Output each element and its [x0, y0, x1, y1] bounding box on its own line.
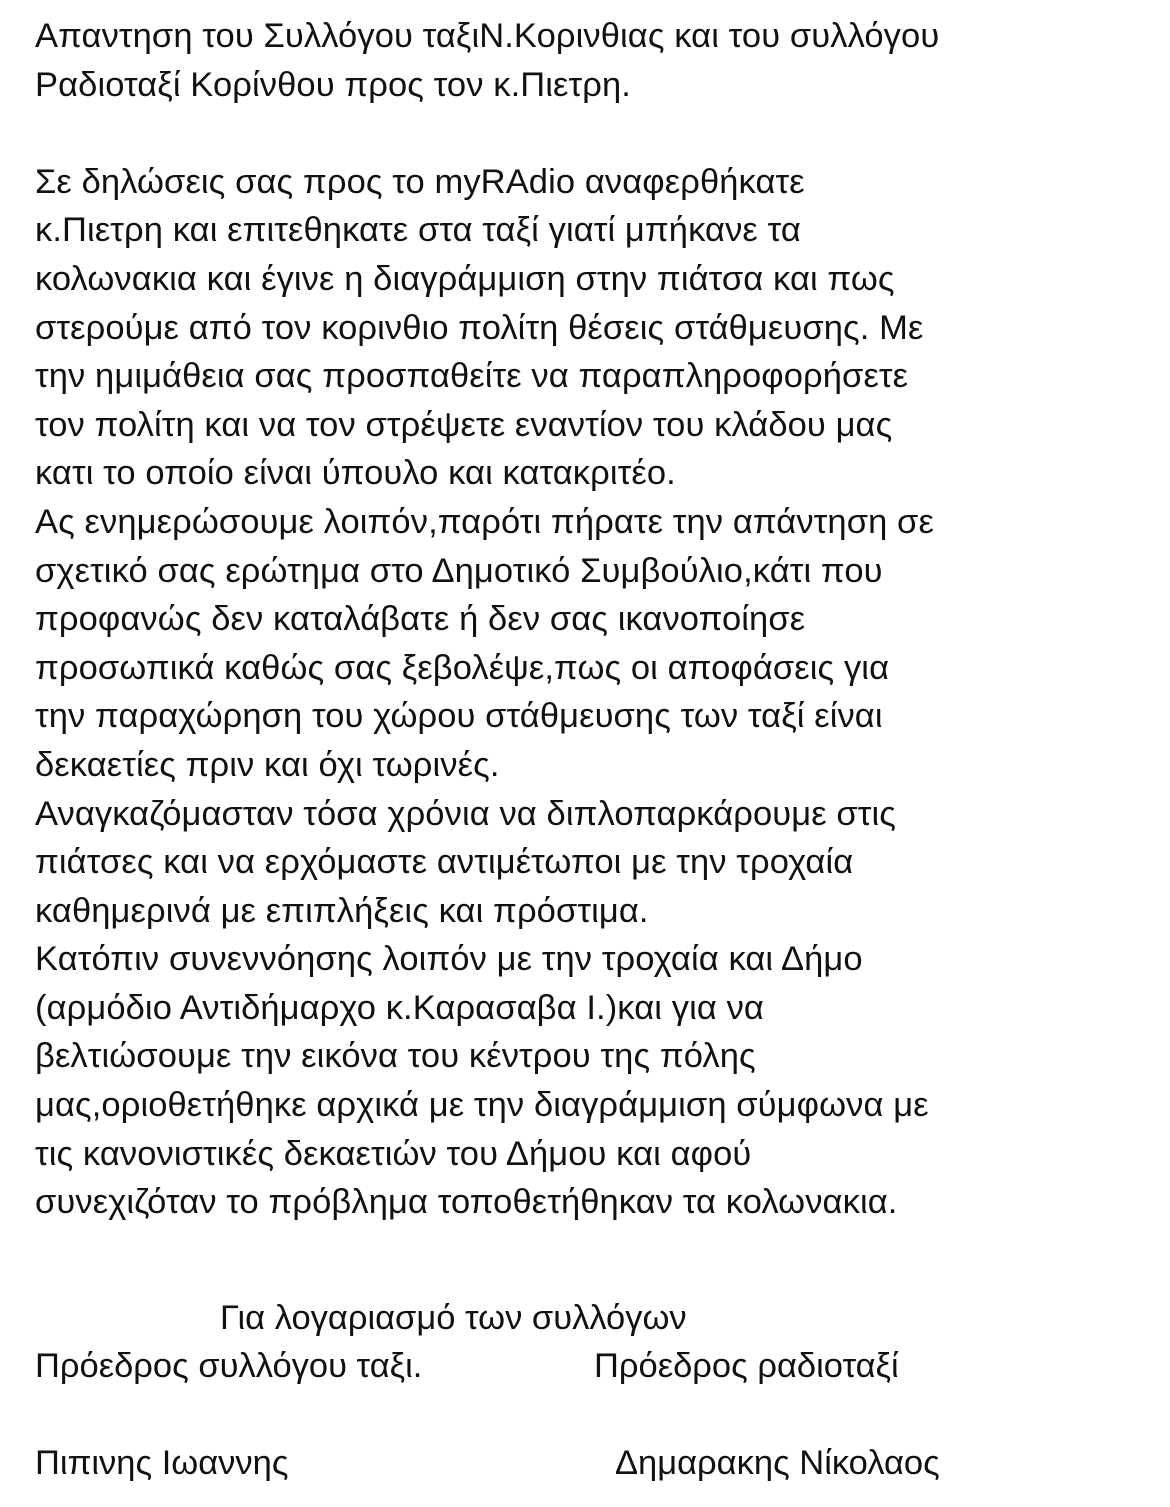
body-line: Κατόπιν συνεννόησης λοιπόν με την τροχαία και Δήμο	[35, 940, 863, 979]
body-line: Ας ενημερώσουμε λοιπόν,παρότι πήρατε την απάντηση σε	[35, 502, 934, 541]
body-line: βελτιώσουμε την εικόνα του κέντρου της πόλης	[35, 1037, 756, 1076]
body-line: καθημερινά με επιπλήξεις και πρόστιμα.	[35, 891, 649, 930]
body-line: δεκαετίες πριν και όχι τωρινές.	[35, 745, 500, 784]
body-line: τον πολίτη και να τον στρέψετε εναντίον του κλάδου μας	[35, 405, 893, 444]
body-line: συνεχιζόταν το πρόβλημα τοποθετήθηκαν τα κολωνακια.	[35, 1183, 898, 1222]
signature-heading: Για λογαριασμό των συλλόγων	[220, 1299, 687, 1337]
body-line: προσωπικά καθώς σας ξεβολέψε,πως οι αποφάσεις για	[35, 648, 890, 687]
title-line: Ραδιοταξί Κορίνθου προς τον κ.Πιετρη.	[35, 65, 631, 104]
body-line: προφανώς δεν καταλάβατε ή δεν σας ικανοποίησε	[35, 600, 806, 639]
body-line: στερούμε από τον κορινθιο πολίτη θέσεις στάθμευσης. Με	[35, 308, 924, 347]
body-line: Σε δηλώσεις σας προς το myRAdio αναφερθήκατε	[35, 162, 805, 201]
body-line: τις κανονιστικές δεκαετιών του Δήμου και αφού	[35, 1134, 752, 1173]
left-signatory-role: Πρόεδρος συλλόγου ταξι.	[35, 1347, 423, 1385]
body-line: την ημιμάθεια σας προσπαθείτε να παραπληροφορήσετε	[35, 357, 909, 396]
paragraph-spacer	[35, 109, 1150, 158]
right-signatory-name: Δημαρακης Νίκολαος	[615, 1444, 940, 1482]
body-line: Αναγκαζόμασταν τόσα χρόνια να διπλοπαρκάρουμε στις	[35, 794, 897, 833]
body-line: σχετικό σας ερώτημα στο Δημοτικό Συμβούλιο,κάτι που	[35, 551, 883, 590]
body-line: την παραχώρηση του χώρου στάθμευσης των ταξί είναι	[35, 697, 883, 736]
body-line: πιάτσες και να ερχόμαστε αντιμέτωποι με την τροχαία	[35, 843, 854, 882]
title-line: Απαντηση του Συλλόγου ταξιΝ.Κορινθιας και του συλλόγου	[35, 17, 940, 55]
body-line: κατι το οποίο είναι ύπουλο και κατακριτέο.	[35, 454, 676, 493]
document-body	[35, 12, 1150, 1227]
body-line: μας,οριοθετήθηκε αρχικά με την διαγράμμιση σύμφωνα με	[35, 1086, 929, 1125]
right-signatory-role: Πρόεδρος ραδιοταξί	[594, 1347, 899, 1385]
body-line: (αρμόδιο Αντιδήμαρχο κ.Καρασαβα Ι.)και για να	[35, 988, 764, 1027]
body-line: κολωνακια και έγινε η διαγράμμιση στην πιάτσα και πως	[35, 259, 895, 298]
body-line: κ.Πιετρη και επιτεθηκατε στα ταξί γιατί μπήκανε τα	[35, 211, 801, 250]
left-signatory-name: Πιπινης Ιωαννης	[35, 1444, 289, 1482]
